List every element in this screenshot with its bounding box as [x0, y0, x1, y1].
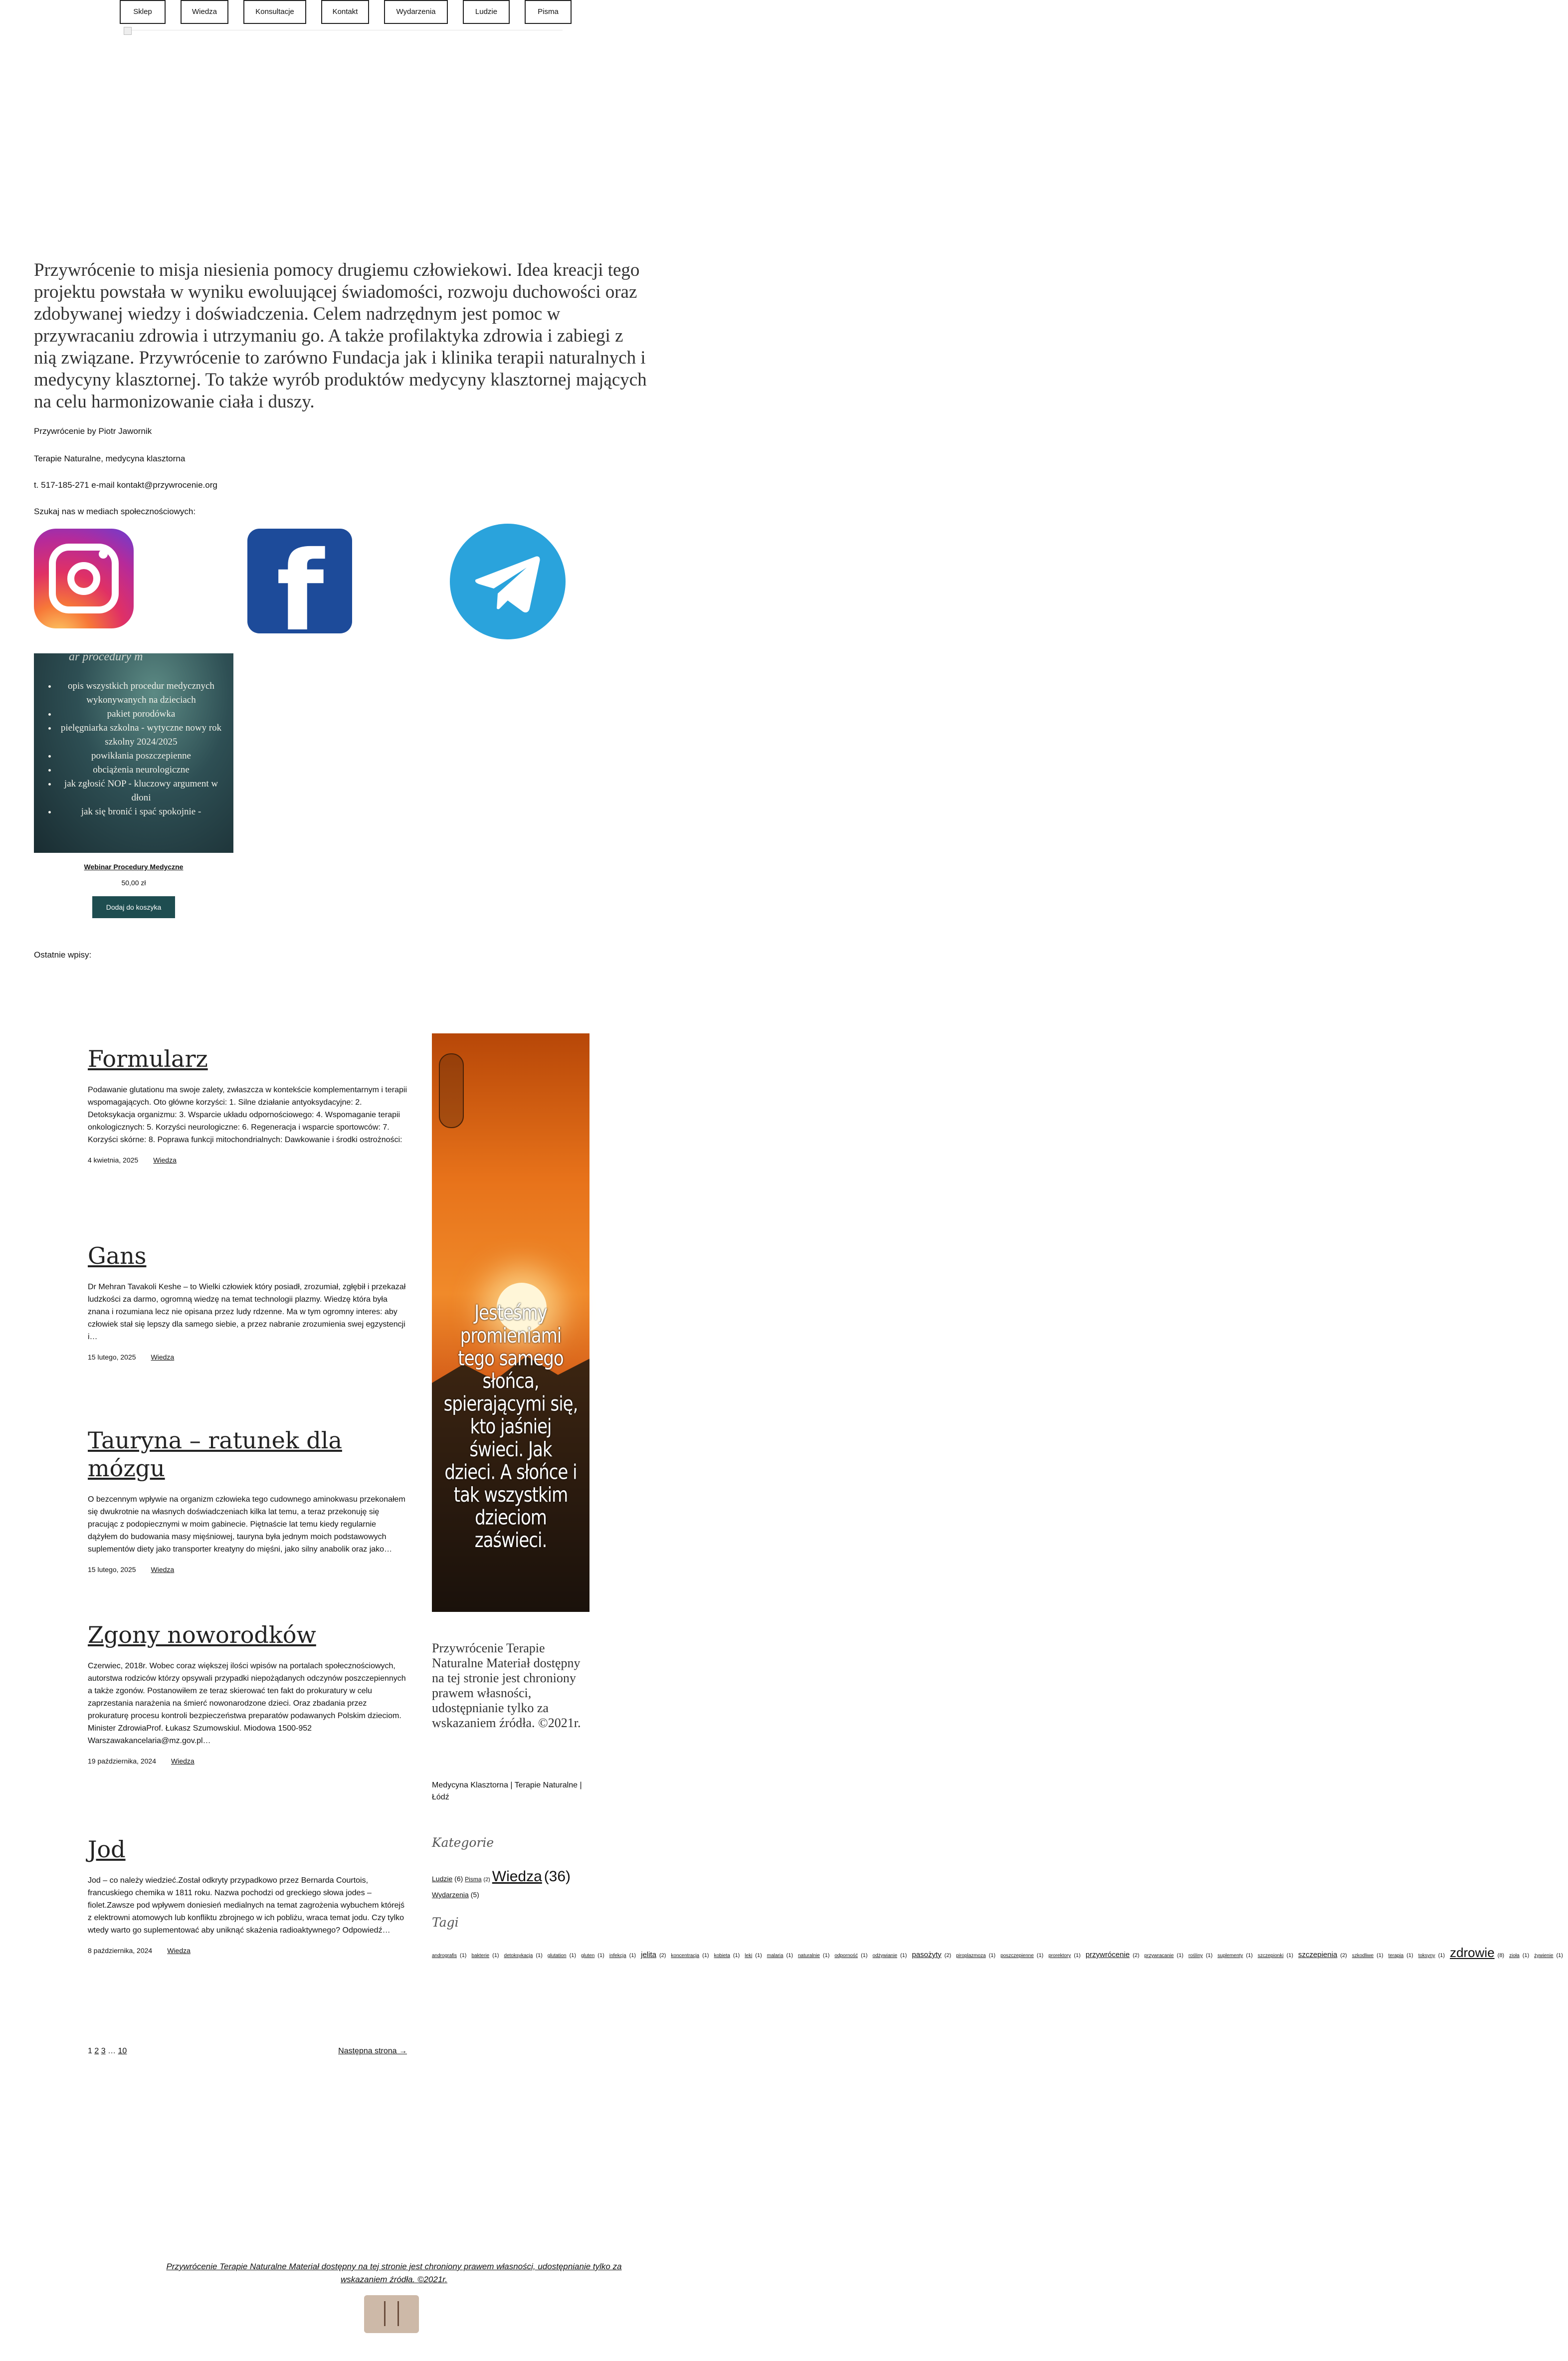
emblem-icon: [439, 1053, 464, 1128]
tag-link[interactable]: rośliny: [1188, 1953, 1203, 1959]
post-date: 8 października, 2024: [88, 1947, 153, 1955]
tag-count: (1): [629, 1953, 636, 1959]
broken-hero-image: [124, 27, 132, 35]
sidebar-copyright: Przywrócenie Terapie Naturalne Materiał dostępny na tej stronie jest chroniony prawem własności, udostępnianie tylko za wskazaniem źródła. ©2021r.: [432, 1641, 581, 1730]
sidebar-sunset-image: [432, 1033, 589, 1612]
facebook-icon[interactable]: [247, 528, 352, 655]
tag-link[interactable]: suplementy: [1217, 1953, 1243, 1959]
category-count: (6): [454, 1875, 463, 1883]
footer-copyright: Przywrócenie Terapie Naturalne Materiał dostępny na tej stronie jest chroniony prawem własności, udostępnianie tylko za wskazaniem źródła. ©2021r.: [166, 2262, 622, 2284]
tag-link[interactable]: gluten: [581, 1953, 595, 1959]
tag-count: (1): [1376, 1953, 1383, 1959]
nav-wydarzenia[interactable]: Wydarzenia: [384, 0, 448, 24]
main-nav: [120, 0, 572, 24]
sidebar-image-quote: Jesteśmy promieniami tego samego słońca, spierającymi się, kto jaśniej świeci. Jak dzieci. A słońce i tak wszystkim dzieciom zaświeci.: [443, 1301, 578, 1553]
tag-link[interactable]: szczepionki: [1257, 1953, 1284, 1959]
tag-count: (1): [1036, 1953, 1044, 1959]
tag-count: (1): [1205, 1953, 1213, 1959]
product-price: 50,00 zł: [121, 879, 146, 887]
tag-link[interactable]: piroplazmoza: [956, 1953, 986, 1959]
product-image-item: • opis wszystkich procedur medycznych wykonywanych na dzieciach: [57, 679, 225, 707]
tag-count: (1): [733, 1953, 740, 1959]
category-count: (36): [544, 1868, 571, 1885]
tag-link[interactable]: poszczepienne: [1000, 1953, 1034, 1959]
tag-link[interactable]: jelita: [641, 1951, 656, 1959]
tag-link[interactable]: andrografis: [432, 1953, 457, 1959]
category-link[interactable]: Ludzie: [432, 1875, 453, 1883]
post-title-link[interactable]: Tauryna – ratunek dla mózgu: [88, 1427, 342, 1482]
product-image-item: • powikłania poszczepienne: [57, 749, 225, 763]
tag-link[interactable]: pasożyty: [912, 1951, 942, 1959]
telegram-icon[interactable]: [450, 524, 566, 639]
tag-count: (1): [1176, 1953, 1183, 1959]
categories-heading: Kategorie: [432, 1835, 494, 1850]
post-date: 15 lutego, 2025: [88, 1353, 136, 1361]
page-link[interactable]: 2: [94, 2047, 99, 2055]
post-excerpt: Jod – co należy wiedzieć.Został odkryty przypadkowo przez Bernarda Courtois, francuskiego chemika w 1811 roku. Nazwa pochodzi od greckiego słowa jodes – fiolet.Zawsze pod wpływem doniesień medialnych na temat zagrożenia wybuchem którejś z elektrowni atomowych lub konfliktu zbrojnego w ich pobliżu, wraca temat jodu. Czy tylko wtedy warto go suplementować aby uniknąć skażenia radioaktywnego? Odpowiedź…: [88, 1876, 404, 1935]
tag-link[interactable]: odżywianie: [872, 1953, 898, 1959]
page-ellipsis: …: [108, 2047, 116, 2055]
tag-link[interactable]: terapia: [1388, 1953, 1404, 1959]
tag-count: (2): [1133, 1953, 1140, 1959]
category-count: (5): [470, 1891, 479, 1899]
pagination: [88, 2047, 407, 2056]
post-date: 15 lutego, 2025: [88, 1566, 136, 1574]
tag-count: (1): [1246, 1953, 1253, 1959]
tag-count: (1): [1556, 1953, 1563, 1959]
tag-count: (1): [1438, 1953, 1445, 1959]
post-meta: [88, 1156, 407, 1164]
tag-count: (1): [569, 1953, 577, 1959]
tag-link[interactable]: bakterie: [471, 1953, 490, 1959]
post-item: [88, 1045, 407, 1164]
tag-count: (1): [786, 1953, 793, 1959]
post-excerpt: Podawanie glutationu ma swoje zalety, zwłaszcza w kontekście komplementarnym i terapii wspomagających. Oto główne korzyści: 1. Silne działanie antyoksydacyjne: 2. Detoksykacja organizmu: 3. Wsparcie układu odpornościowego: 4. Wspomaganie terapii onkologicznych: 5. Korzyści neurologiczne: 6. Regeneracja i wsparcie sportowców: 7. Korzyści skórne: 8. Poprawa funkcji mitochondrialnych: Dawkowanie i środki ostrożności:: [88, 1086, 407, 1144]
page-link[interactable]: 3: [101, 2047, 106, 2055]
post-date: 19 października, 2024: [88, 1757, 156, 1765]
telegram-plane-icon: [450, 524, 566, 639]
tag-link[interactable]: zioła: [1509, 1953, 1520, 1959]
category-link[interactable]: Wydarzenia: [432, 1891, 469, 1899]
tag-link[interactable]: prorektory: [1048, 1953, 1071, 1959]
category-count: (2): [483, 1877, 490, 1883]
post-item: [88, 1426, 407, 1574]
post-item: [88, 1621, 407, 1765]
tag-count: (1): [536, 1953, 543, 1959]
product-image[interactable]: [34, 650, 233, 853]
post-excerpt: O bezcennym wpływie na organizm człowieka tego cudownego aminokwasu przekonałem się dwukrotnie na własnych doświadczeniach kilka lat temu, a teraz przekonuję się pracując z podopiecznymi w moim gabinecie. Piętnaście lat temu kiedy regularnie dążyłem do budowania masy mięśniowej, tauryna była jednym moich podstawowych suplementów diety jako transporter kreatyny do mięśni, jako silny anabolik oraz jako…: [88, 1495, 405, 1554]
nav-wiedza[interactable]: Wiedza: [181, 0, 228, 24]
author-line: Przywrócenie by Piotr Jawornik: [34, 426, 152, 436]
tag-count: (1): [702, 1953, 709, 1959]
tag-link[interactable]: przywrócenie: [1085, 1951, 1130, 1959]
tag-link[interactable]: odporność: [834, 1953, 858, 1959]
post-excerpt: Dr Mehran Tavakoli Keshe – to Wielki człowiek który posiadł, zrozumiał, zgłębił i przekazał ludzkości za darmo, ogromną wiedzę na temat technologii plazmy. Wiedzę która była znana i rozumiana lecz nie opisana przez ludy rdzenne. Ma w tym ogromny interes: aby człowiek stał się lepszy dla samego siebie, a przez nabranie zrozumienia swej egzystencji i…: [88, 1283, 406, 1341]
tag-count: (2): [659, 1953, 666, 1959]
tag-count: (1): [1406, 1953, 1413, 1959]
tag-link[interactable]: malaria: [767, 1953, 784, 1959]
sidebar-org: Medycyna Klasztorna | Terapie Naturalne | Łódź: [432, 1781, 582, 1801]
product-image-item: • pakiet porodówka: [57, 707, 225, 721]
social-prompt: Szukaj nas w mediach społecznościowych:: [34, 507, 196, 516]
tag-link[interactable]: żywienie: [1534, 1953, 1554, 1959]
page-current: 1: [88, 2047, 92, 2055]
categories-list: [432, 1869, 589, 1902]
tag-count: (1): [900, 1953, 907, 1959]
tag-link[interactable]: koncentracja: [671, 1953, 700, 1959]
contact-line: t. 517-185-271 e-mail kontakt@przywrocenie.org: [34, 480, 217, 490]
tag-count: (8): [1497, 1953, 1505, 1959]
product-name-link[interactable]: Webinar Procedury Medyczne: [84, 863, 184, 871]
tag-link[interactable]: kobieta: [714, 1953, 730, 1959]
tag-count: (2): [1340, 1953, 1347, 1959]
product-image-item: • jak zgłosić NOP - kluczowy argument w dłoni: [57, 777, 225, 805]
post-category-link[interactable]: Wiedza: [151, 1566, 175, 1574]
tag-count: (1): [1522, 1953, 1530, 1959]
post-title-link[interactable]: Gans: [88, 1242, 147, 1269]
nav-konsultacje[interactable]: Konsultacje: [243, 0, 306, 24]
tag-count: (2): [944, 1953, 952, 1959]
tagline: Terapie Naturalne, medycyna klasztorna: [34, 454, 186, 463]
post-item: [88, 1835, 407, 1955]
page-numbers: [88, 2047, 127, 2056]
post-category-link[interactable]: Wiedza: [151, 1353, 175, 1361]
product-image-item: • obciążenia neurologiczne: [57, 763, 225, 777]
post-title-link[interactable]: Jod: [88, 1836, 126, 1863]
post-category-link[interactable]: Wiedza: [153, 1156, 177, 1164]
post-meta: [88, 1353, 407, 1361]
tag-count: (1): [822, 1953, 830, 1959]
post-excerpt: Czerwiec, 2018r. Wobec coraz większej ilości wpisów na portalach społecznościowych, autorstwa rodziców którzy opsywali przypadki niepożądanych odczynów poszczepiennych a także zgonów. Postanowiłem ze teraz skierować ten fakt do prokuratury w celu zaprzestania narażenia na śmierć nowonarodzone dzieci. Oraz zbadania przez prokuraturę procesu kontroli bezpieczeństwa preparatów podawanych Polskim dzieciom. Minister ZdrowiaProf. Łukasz Szumowskiul. Miodowa 1500-952 Warszawakancelaria@mz.gov.pl…: [88, 1662, 406, 1745]
product-image-title: ar procedury m: [69, 650, 143, 663]
instagram-lens: [67, 562, 100, 595]
tag-link[interactable]: detoksykacja: [504, 1953, 533, 1959]
tag-link[interactable]: zdrowie: [1450, 1945, 1495, 1960]
tag-count: (1): [861, 1953, 868, 1959]
instagram-flash: [99, 550, 108, 559]
post-date: 4 kwietnia, 2025: [88, 1156, 139, 1164]
tag-link[interactable]: naturalnie: [798, 1953, 820, 1959]
facebook-glyph: f: [276, 528, 324, 655]
tag-link[interactable]: glutation: [547, 1953, 567, 1959]
tag-link[interactable]: toksyny: [1418, 1953, 1435, 1959]
instagram-icon[interactable]: [34, 529, 134, 628]
next-page-link[interactable]: Następna strona →: [338, 2047, 407, 2055]
tag-count: (1): [597, 1953, 604, 1959]
post-meta: [88, 1757, 407, 1765]
tag-link[interactable]: przywracanie: [1144, 1953, 1174, 1959]
tag-count: (1): [492, 1953, 499, 1959]
tag-count: (1): [988, 1953, 996, 1959]
post-title-link[interactable]: Formularz: [88, 1045, 208, 1072]
post-meta: [88, 1947, 407, 1955]
nav-ludzie[interactable]: Ludzie: [463, 0, 510, 24]
add-to-cart-button[interactable]: Dodaj do koszyka: [92, 896, 175, 918]
product-image-item: • jak się bronić i spać spokojnie -: [57, 805, 225, 819]
tag-link[interactable]: szkodliwe: [1352, 1953, 1374, 1959]
tag-count: (1): [1286, 1953, 1294, 1959]
latest-posts-label: Ostatnie wpisy:: [34, 950, 92, 960]
product-image-item: • pielęgniarka szkolna - wytyczne nowy rok szkolny 2024/2025: [57, 721, 225, 749]
tag-link[interactable]: infekcja: [609, 1953, 626, 1959]
tag-count: (1): [755, 1953, 762, 1959]
post-meta: [88, 1566, 407, 1574]
tag-link[interactable]: szczepienia: [1298, 1951, 1338, 1959]
post-title-link[interactable]: Zgony noworodków: [88, 1621, 316, 1648]
category-link[interactable]: Pisma: [465, 1876, 482, 1883]
tag-count: (1): [460, 1953, 467, 1959]
footer-logo: [364, 2295, 419, 2333]
nav-pisma[interactable]: Pisma: [525, 0, 572, 24]
tags-heading: Tagi: [432, 1915, 459, 1930]
page-link[interactable]: 10: [118, 2047, 127, 2055]
tags-cloud: [432, 1945, 1563, 1964]
nav-kontakt[interactable]: Kontakt: [321, 0, 369, 24]
post-category-link[interactable]: Wiedza: [171, 1757, 195, 1765]
scale-icon: [384, 2301, 399, 2326]
post-category-link[interactable]: Wiedza: [167, 1947, 191, 1955]
tag-count: (1): [1074, 1953, 1081, 1959]
tag-link[interactable]: leki: [745, 1953, 753, 1959]
category-link[interactable]: Wiedza: [492, 1868, 542, 1885]
product-image-list: [46, 679, 225, 819]
intro-text: Przywrócenie to misja niesienia pomocy drugiemu człowiekowi. Idea kreacji tego projektu powstała w wyniku ewoluującej świadomości, rozwoju duchowości oraz zdobywanej wiedzy i doświadczenia. Celem nadrzędnym jest pomoc w przywracaniu zdrowia i utrzymaniu go. A także profilaktyka zdrowia i zabiegi z nią związane. Przywrócenie to zarówno Fundacja jak i klinika terapii naturalnych i medycyny klasztornej. To także wyrób produktów medycyny klasztornej mających na celu harmonizowanie ciała i duszy.: [34, 260, 647, 412]
post-item: [88, 1242, 407, 1361]
nav-sklep[interactable]: Sklep: [120, 0, 166, 24]
